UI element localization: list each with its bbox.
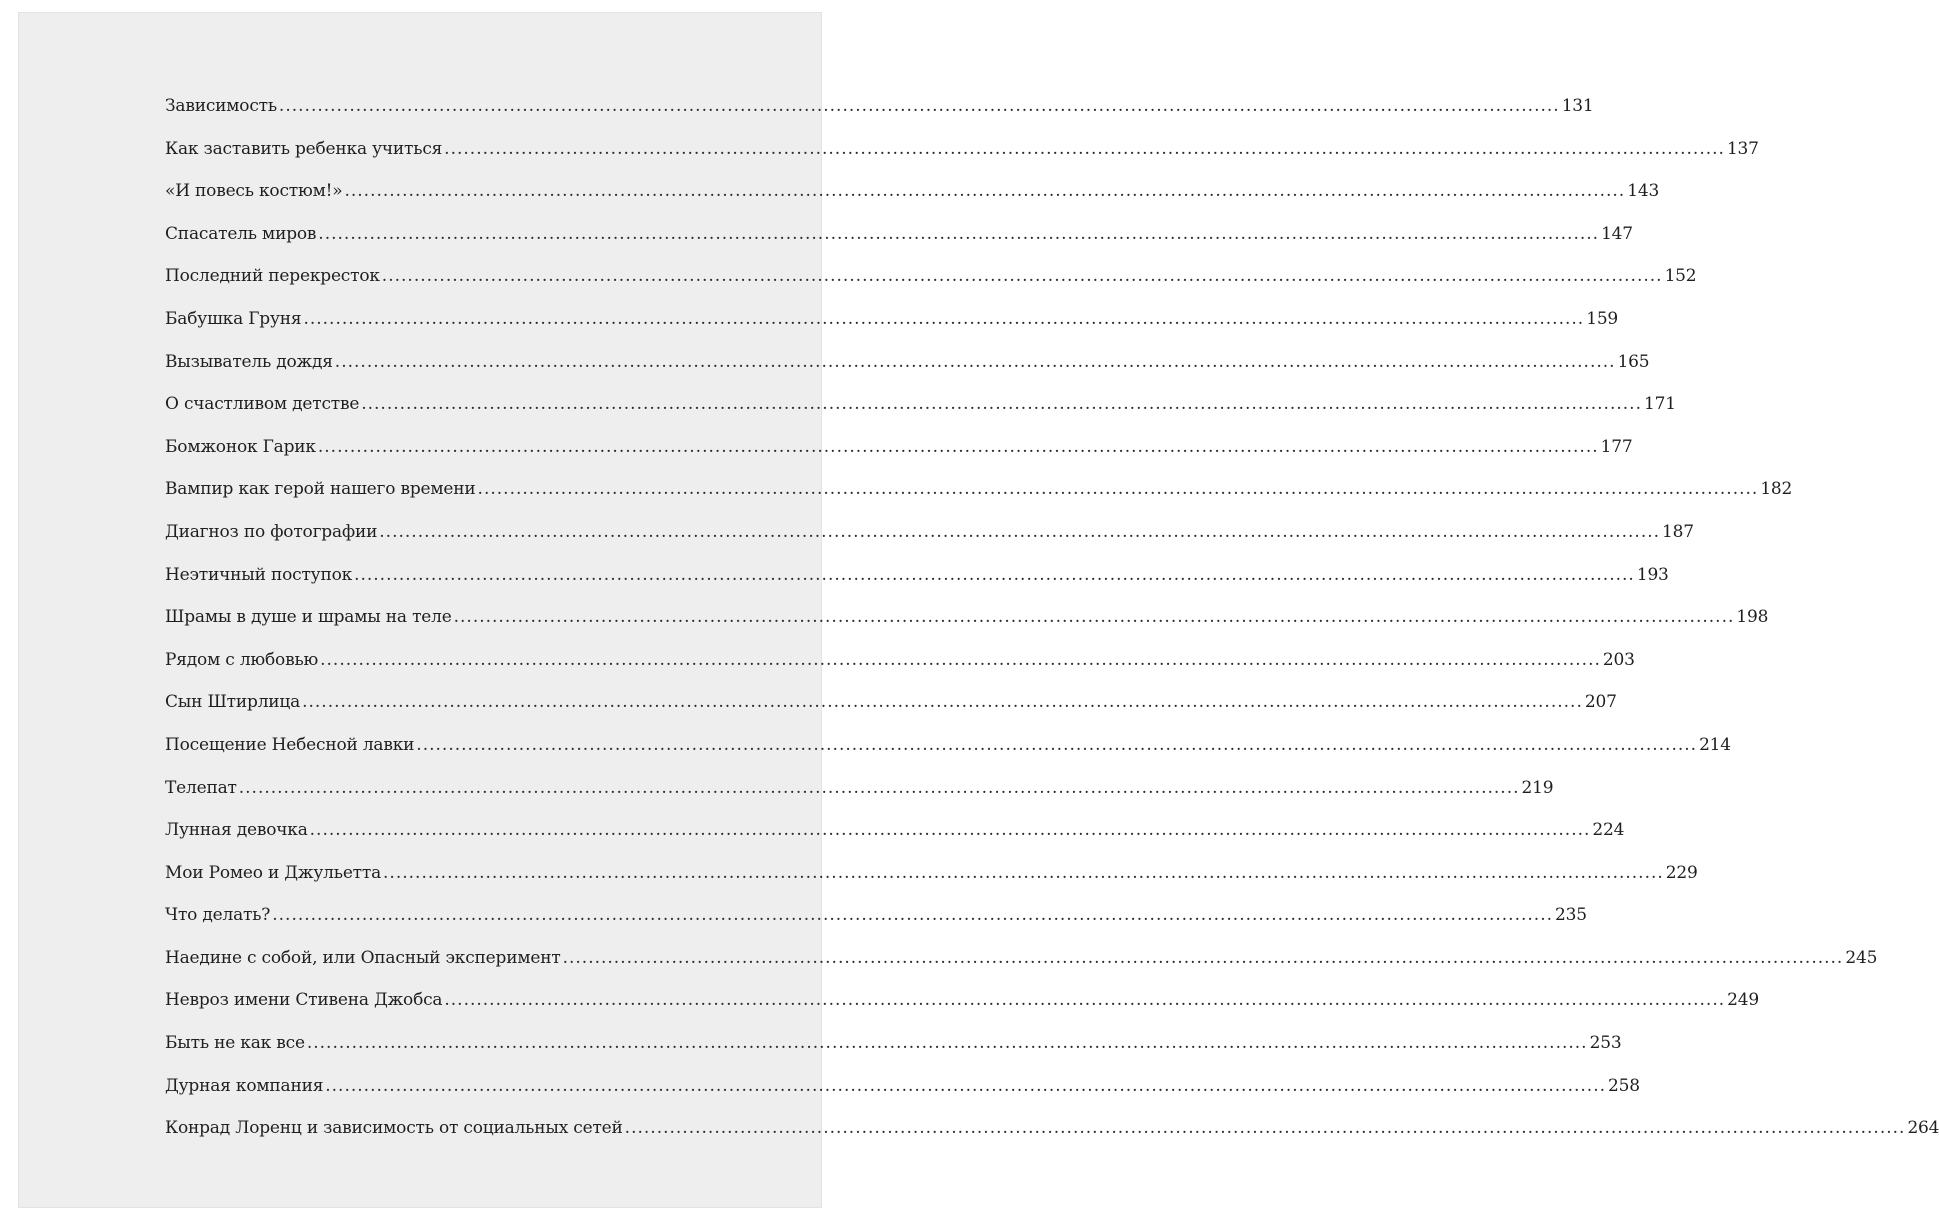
dot-leader: ........................................................................................................................................................................................................ xyxy=(624,1118,1906,1139)
toc-entry-title: О счастливом детстве xyxy=(165,394,360,415)
dot-leader: ........................................................................................................................................................................................................ xyxy=(383,862,1664,883)
dot-leader: ........................................................................................................................................................................................................ xyxy=(303,308,1585,329)
toc-entry xyxy=(165,1030,1622,1073)
toc-entry xyxy=(165,93,1594,136)
toc-entry-title: Быть не как все xyxy=(165,1033,305,1054)
toc-entry-title: Бабушка Груня xyxy=(165,308,302,329)
toc-entry-page-number: 264 xyxy=(1907,1118,1939,1139)
toc-entry xyxy=(165,647,1635,690)
toc-entry xyxy=(165,562,1669,605)
table-of-contents xyxy=(165,93,1939,1158)
toc-entry-page-number: 193 xyxy=(1636,564,1669,585)
toc-entry-page-number: 253 xyxy=(1589,1033,1622,1054)
toc-entry-page-number: 152 xyxy=(1664,266,1697,287)
toc-entry-title: Зависимость xyxy=(165,96,277,116)
toc-entry xyxy=(165,519,1694,562)
toc-entry-title: «И повесь костюм!» xyxy=(165,181,343,202)
toc-entry-page-number: 182 xyxy=(1760,479,1793,500)
dot-leader: ........................................................................................................................................................................................................ xyxy=(278,96,1560,116)
toc-entry xyxy=(165,221,1633,264)
dot-leader: ........................................................................................................................................................................................................ xyxy=(272,905,1553,926)
toc-entry xyxy=(165,987,1759,1030)
dot-leader: ........................................................................................................................................................................................................ xyxy=(444,138,1725,159)
toc-entry xyxy=(165,349,1650,392)
toc-entry xyxy=(165,476,1793,519)
toc-entry-title: Вампир как герой нашего времени xyxy=(165,479,476,500)
dot-leader: ........................................................................................................................................................................................................ xyxy=(477,479,1759,500)
toc-entry xyxy=(165,136,1759,179)
toc-entry-page-number: 171 xyxy=(1643,394,1676,415)
toc-entry-page-number: 229 xyxy=(1665,862,1698,883)
toc-entry xyxy=(165,391,1676,434)
toc-entry xyxy=(165,263,1697,306)
toc-entry-page-number: 131 xyxy=(1561,96,1594,116)
toc-entry-title: Невроз имени Стивена Джобса xyxy=(165,990,443,1011)
toc-entry xyxy=(165,902,1587,945)
toc-entry-title: Последний перекресток xyxy=(165,266,380,287)
toc-entry xyxy=(165,817,1625,860)
book-page xyxy=(18,12,1939,1208)
toc-entry-title: Конрад Лоренц и зависимость от социальных сетей xyxy=(165,1118,623,1139)
dot-leader: ........................................................................................................................................................................................................ xyxy=(416,734,1698,755)
toc-entry xyxy=(165,689,1617,732)
toc-entry-title: Шрамы в душе и шрамы на теле xyxy=(165,607,452,628)
toc-entry-page-number: 137 xyxy=(1726,138,1759,159)
toc-entry-page-number: 245 xyxy=(1845,947,1878,968)
dot-leader: ........................................................................................................................................................................................................ xyxy=(379,521,1661,542)
toc-entry-page-number: 224 xyxy=(1592,820,1625,841)
dot-leader: ........................................................................................................................................................................................................ xyxy=(318,223,1600,244)
dot-leader: ........................................................................................................................................................................................................ xyxy=(354,564,1635,585)
dot-leader: ........................................................................................................................................................................................................ xyxy=(320,649,1601,670)
toc-entry-title: Бомжонок Гарик xyxy=(165,436,316,457)
toc-entry-title: Наедине с собой, или Опасный эксперимент xyxy=(165,947,561,968)
dot-leader: ........................................................................................................................................................................................................ xyxy=(306,1033,1588,1054)
toc-entry-title: Рядом с любовью xyxy=(165,649,319,670)
toc-entry-page-number: 147 xyxy=(1601,223,1633,244)
toc-entry-page-number: 165 xyxy=(1617,351,1650,372)
toc-entry-title: Спасатель миров xyxy=(165,223,317,244)
dot-leader: ........................................................................................................................................................................................................ xyxy=(325,1075,1607,1096)
dot-leader: ........................................................................................................................................................................................................ xyxy=(317,436,1599,457)
toc-entry-title: Сын Штирлица xyxy=(165,692,301,713)
dot-leader: ........................................................................................................................................................................................................ xyxy=(309,820,1591,841)
dot-leader: ........................................................................................................................................................................................................ xyxy=(444,990,1726,1011)
toc-entry-page-number: 177 xyxy=(1600,436,1633,457)
toc-entry-page-number: 143 xyxy=(1627,181,1660,202)
toc-entry-page-number: 203 xyxy=(1602,649,1635,670)
toc-entry xyxy=(165,434,1633,477)
toc-entry xyxy=(165,860,1698,903)
dot-leader: ........................................................................................................................................................................................................ xyxy=(302,692,1583,713)
toc-entry-page-number: 214 xyxy=(1699,734,1731,755)
dot-leader: ........................................................................................................................................................................................................ xyxy=(453,607,1735,628)
toc-entry-page-number: 249 xyxy=(1727,990,1759,1011)
toc-entry-page-number: 198 xyxy=(1736,607,1769,628)
toc-entry xyxy=(165,604,1769,647)
toc-entry-page-number: 187 xyxy=(1662,521,1694,542)
toc-entry xyxy=(165,945,1878,988)
dot-leader: ........................................................................................................................................................................................................ xyxy=(238,777,1520,798)
toc-entry-title: Вызыватель дождя xyxy=(165,351,333,372)
toc-entry-title: Дурная компания xyxy=(165,1075,324,1096)
toc-entry xyxy=(165,775,1554,818)
toc-entry xyxy=(165,732,1731,775)
toc-entry-title: Мои Ромео и Джульетта xyxy=(165,862,382,883)
toc-entry-title: Неэтичный поступок xyxy=(165,564,353,585)
toc-entry-page-number: 258 xyxy=(1608,1075,1640,1096)
dot-leader: ........................................................................................................................................................................................................ xyxy=(381,266,1663,287)
dot-leader: ........................................................................................................................................................................................................ xyxy=(562,947,1844,968)
toc-entry xyxy=(165,1115,1939,1158)
toc-entry-page-number: 235 xyxy=(1555,905,1587,926)
toc-entry xyxy=(165,1073,1640,1116)
toc-entry-title: Лунная девочка xyxy=(165,820,308,841)
dot-leader: ........................................................................................................................................................................................................ xyxy=(334,351,1616,372)
toc-entry-title: Посещение Небесной лавки xyxy=(165,734,415,755)
toc-entry-title: Что делать? xyxy=(165,905,271,926)
toc-entry-title: Диагноз по фотографии xyxy=(165,521,378,542)
toc-entry-title: Как заставить ребенка учиться xyxy=(165,138,443,159)
toc-entry xyxy=(165,306,1619,349)
toc-entry xyxy=(165,178,1660,221)
toc-entry-title: Телепат xyxy=(165,777,237,798)
toc-entry-page-number: 219 xyxy=(1521,777,1554,798)
toc-entry-page-number: 207 xyxy=(1584,692,1617,713)
toc-entry-page-number: 159 xyxy=(1586,308,1619,329)
dot-leader: ........................................................................................................................................................................................................ xyxy=(361,394,1642,415)
dot-leader: ........................................................................................................................................................................................................ xyxy=(344,181,1626,202)
